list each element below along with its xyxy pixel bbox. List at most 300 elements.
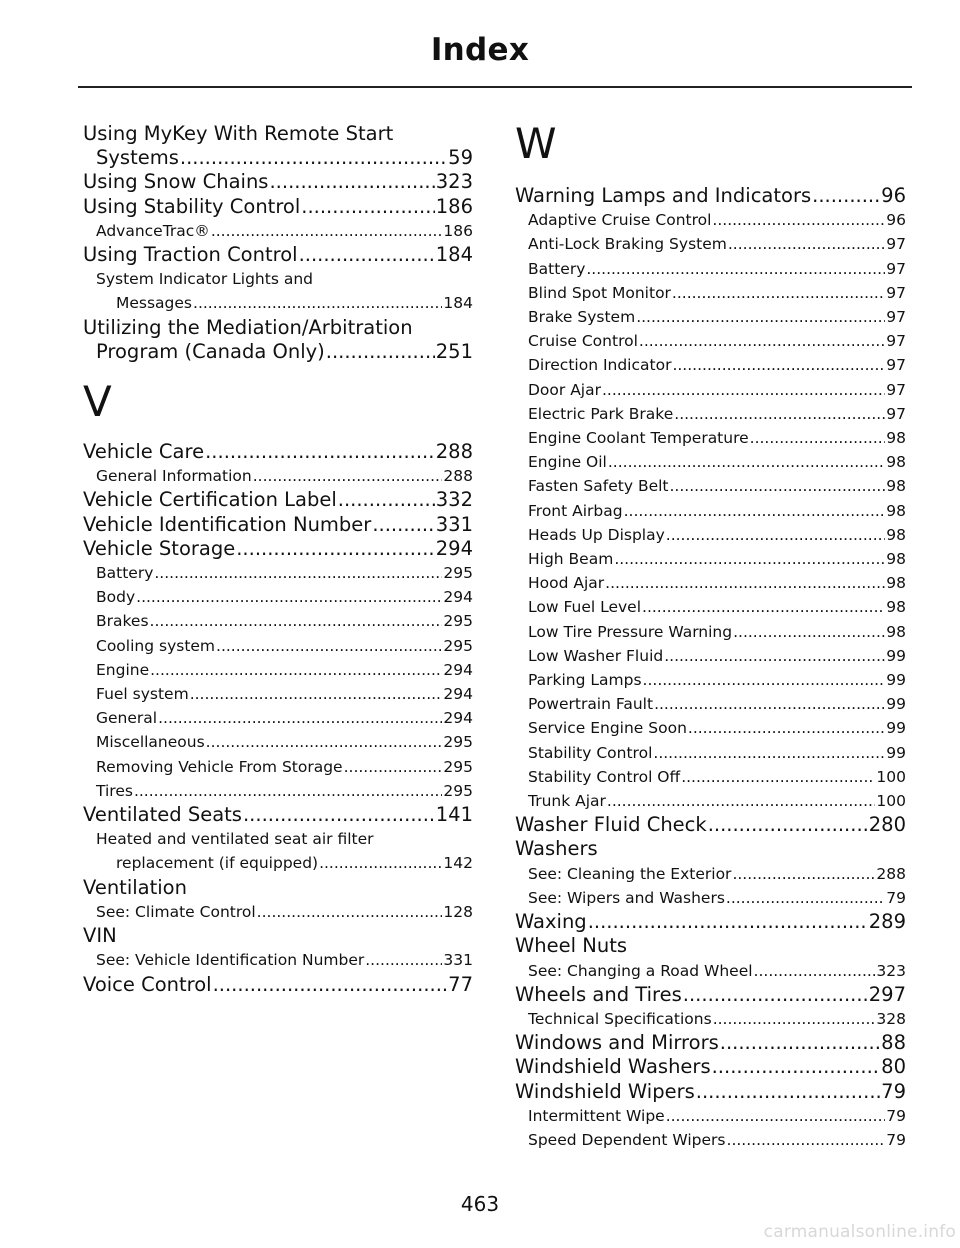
index-subentry (83, 658, 473, 682)
index-entry (515, 184, 906, 208)
entry-page-number: 294 (443, 660, 473, 679)
entry-text: See: Changing a Road Wheel (528, 961, 753, 980)
index-subentry (83, 267, 473, 315)
entry-page-number: 79 (886, 1130, 906, 1149)
entry-page-number: 294 (443, 709, 473, 728)
entry-text: Engine Coolant Temperature (528, 429, 749, 448)
dot-leader (605, 571, 885, 595)
index-subentry (515, 353, 906, 377)
dot-leader (365, 948, 442, 972)
index-entry (515, 1031, 906, 1055)
entry-row (83, 706, 473, 730)
index-subentry (515, 741, 906, 765)
dot-leader (672, 281, 885, 305)
dot-leader (720, 1031, 880, 1055)
entry-page-number: 99 (886, 743, 906, 762)
entry-row (515, 378, 906, 402)
index-subentry (83, 755, 473, 779)
index-subentry (515, 1104, 906, 1128)
index-entry (83, 803, 473, 827)
entry-text: Anti-Lock Braking System (528, 235, 727, 254)
index-subentry (83, 464, 473, 488)
dot-leader (608, 450, 885, 474)
entry-text-line: Heated and ventilated seat air filter (96, 830, 374, 849)
entry-page-number: 99 (886, 719, 906, 738)
index-entry (515, 1055, 906, 1079)
entry-page-number: 80 (881, 1055, 906, 1079)
entry-text: Waxing (515, 910, 587, 934)
index-subentry (515, 523, 906, 547)
index-subentry (515, 208, 906, 232)
index-entry (83, 488, 473, 512)
entry-row (515, 910, 906, 934)
page-number: 463 (460, 1192, 500, 1216)
dot-leader (614, 547, 885, 571)
entry-page-number: 77 (448, 972, 473, 996)
index-entry (83, 924, 473, 948)
dot-leader (712, 1055, 881, 1079)
dot-leader (674, 402, 885, 426)
index-subentry (515, 426, 906, 450)
entry-row (83, 146, 473, 170)
entry-page-number: 331 (435, 512, 473, 536)
entry-text: Fuel system (96, 685, 189, 704)
entry-row (515, 184, 906, 208)
entry-row (83, 464, 473, 488)
entry-row (83, 170, 473, 194)
entry-text: Voice Control (83, 972, 212, 996)
dot-leader (326, 340, 435, 364)
dot-leader (301, 195, 435, 219)
entry-text: Low Washer Fluid (528, 646, 664, 665)
entry-page-number: 88 (881, 1031, 906, 1055)
dot-leader (681, 765, 875, 789)
entry-page-number: 99 (886, 671, 906, 690)
entry-text: AdvanceTrac® (96, 221, 210, 240)
entry-page-number: 97 (886, 332, 906, 351)
entry-text-line: Using MyKey With Remote Start (83, 122, 394, 145)
entry-row (515, 1128, 906, 1152)
index-subentry (83, 585, 473, 609)
entry-row (515, 716, 906, 740)
dot-leader (733, 620, 885, 644)
entry-page-number: 295 (443, 636, 473, 655)
entry-page-number: 295 (443, 612, 473, 631)
entry-row (515, 692, 906, 716)
entry-text: Adaptive Cruise Control (528, 211, 712, 230)
index-subentry (515, 257, 906, 281)
dot-leader (150, 658, 442, 682)
dot-leader (206, 730, 443, 754)
index-block-v (83, 440, 473, 997)
dot-leader (688, 716, 885, 740)
index-heading: Washers (515, 837, 598, 861)
entry-text: Low Fuel Level (528, 598, 642, 617)
entry-row (83, 537, 473, 561)
dot-leader (664, 644, 885, 668)
entry-row (83, 291, 473, 315)
entry-text: Windows and Mirrors (515, 1031, 719, 1055)
entry-text: Front Airbag (528, 501, 623, 520)
index-subentry (515, 789, 906, 813)
index-subentry (515, 232, 906, 256)
entry-text: Wheels and Tires (515, 982, 682, 1006)
index-entry (515, 837, 906, 861)
index-subentry (515, 329, 906, 353)
entry-row (515, 281, 906, 305)
dot-leader (696, 1080, 880, 1104)
dot-leader (812, 184, 880, 208)
entry-text: Service Engine Soon (528, 719, 687, 738)
index-subentry (83, 682, 473, 706)
entry-page-number: 99 (886, 695, 906, 714)
dot-leader (602, 378, 885, 402)
entry-row (83, 900, 473, 924)
entry-text: Vehicle Identification Number (83, 512, 372, 536)
index-subentry (515, 450, 906, 474)
entry-row (515, 402, 906, 426)
entry-page-number: 289 (868, 910, 906, 934)
entry-text: Messages (116, 294, 193, 313)
index-subentry (83, 900, 473, 924)
dot-leader (670, 474, 886, 498)
entry-text: Brake System (528, 308, 636, 327)
entry-page-number: 142 (443, 854, 473, 873)
index-subentry (83, 561, 473, 585)
index-subentry (515, 1007, 906, 1031)
section-letter-v: V (83, 377, 112, 427)
dot-leader (319, 851, 442, 875)
entry-page-number: 98 (886, 574, 906, 593)
entry-row (515, 450, 906, 474)
entry-row (515, 426, 906, 450)
entry-text: Trunk Ajar (528, 792, 606, 811)
entry-row (515, 959, 906, 983)
entry-page-number: 295 (443, 781, 473, 800)
entry-text: Low Tire Pressure Warning (528, 622, 733, 641)
entry-page-number: 332 (435, 488, 473, 512)
entry-page-number: 98 (886, 501, 906, 520)
entry-page-number: 288 (443, 467, 473, 486)
entry-text: Program (Canada Only) (96, 339, 325, 363)
entry-page-number: 98 (886, 429, 906, 448)
section-letter-w: W (515, 119, 557, 168)
dot-leader (134, 779, 442, 803)
entry-page-number: 100 (876, 792, 906, 811)
dot-leader (299, 243, 435, 267)
dot-leader (642, 595, 885, 619)
entry-page-number: 96 (886, 211, 906, 230)
entry-text: Tires (96, 781, 133, 800)
entry-row (83, 609, 473, 633)
entry-row (515, 741, 906, 765)
index-subentry (515, 716, 906, 740)
index-subentry (83, 609, 473, 633)
entry-text: Body (96, 588, 136, 607)
entry-text: Removing Vehicle From Storage (96, 757, 343, 776)
dot-leader (726, 886, 885, 910)
entry-page-number: 295 (443, 564, 473, 583)
dot-leader (732, 862, 875, 886)
entry-page-number: 280 (868, 813, 906, 837)
entry-page-number: 186 (435, 194, 473, 218)
entry-page-number: 184 (435, 243, 473, 267)
dot-leader (236, 537, 435, 561)
entry-text: Vehicle Certification Label (83, 488, 337, 512)
index-entry (515, 1080, 906, 1104)
entry-row (83, 682, 473, 706)
entry-row (83, 513, 473, 537)
dot-leader (639, 329, 885, 353)
index-subentry (83, 634, 473, 658)
entry-page-number: 323 (435, 170, 473, 194)
index-subentry (515, 571, 906, 595)
index-subentry (515, 281, 906, 305)
entry-text: See: Cleaning the Exterior (528, 864, 732, 883)
watermark: carmanualsonline.info (763, 1222, 956, 1242)
entry-text: Powertrain Fault (528, 695, 654, 714)
index-entry (83, 195, 473, 219)
index-subentry (515, 886, 906, 910)
dot-leader (193, 291, 442, 315)
dot-leader (754, 959, 876, 983)
dot-leader (216, 634, 442, 658)
dot-leader (243, 803, 435, 827)
index-subentry (515, 765, 906, 789)
entry-page-number: 294 (443, 588, 473, 607)
index-subentry (83, 219, 473, 243)
entry-page-number: 295 (443, 733, 473, 752)
entry-page-number: 186 (443, 221, 473, 240)
entry-page-number: 98 (886, 453, 906, 472)
entry-page-number: 328 (876, 1009, 906, 1028)
entry-row (83, 634, 473, 658)
index-subentry (515, 305, 906, 329)
entry-row (83, 658, 473, 682)
entry-text: Ventilated Seats (83, 803, 242, 827)
dot-leader (727, 1128, 886, 1152)
dot-leader (344, 755, 443, 779)
entry-text: Heads Up Display (528, 525, 665, 544)
entry-page-number: 100 (876, 767, 906, 786)
index-entry (83, 537, 473, 561)
entry-text: Systems (96, 146, 179, 170)
entry-row (515, 983, 906, 1007)
index-entry (515, 813, 906, 837)
index-entry (83, 876, 473, 900)
entry-row (515, 547, 906, 571)
dot-leader (712, 208, 885, 232)
entry-row (515, 353, 906, 377)
entry-text: Using Snow Chains (83, 170, 269, 194)
dot-leader (653, 741, 885, 765)
dot-leader (338, 488, 435, 512)
dot-leader (708, 813, 868, 837)
entry-page-number: 97 (886, 404, 906, 423)
entry-page-number: 141 (435, 803, 473, 827)
entry-text: replacement (if equipped) (116, 854, 319, 873)
dot-leader (253, 464, 443, 488)
entry-row (515, 208, 906, 232)
index-block-w (515, 184, 906, 1152)
dot-leader (607, 789, 876, 813)
entry-page-number: 79 (886, 1106, 906, 1125)
entry-row (515, 1080, 906, 1104)
entry-text: Cruise Control (528, 332, 638, 351)
entry-row (83, 779, 473, 803)
index-subentry (515, 547, 906, 571)
index-entry (83, 243, 473, 267)
entry-text: Hood Ajar (528, 574, 605, 593)
index-subentry (515, 620, 906, 644)
entry-row (83, 219, 473, 243)
entry-text: Battery (96, 564, 154, 583)
entry-row (515, 620, 906, 644)
entry-row (83, 803, 473, 827)
dot-leader (205, 440, 435, 464)
entry-page-number: 297 (868, 982, 906, 1006)
entry-text: See: Vehicle Identification Number (96, 951, 365, 970)
dot-leader (213, 973, 448, 997)
entry-page-number: 184 (443, 294, 473, 313)
entry-row (515, 668, 906, 692)
entry-row (515, 644, 906, 668)
entry-text: Windshield Wipers (515, 1079, 695, 1103)
entry-text: High Beam (528, 550, 614, 569)
entry-text: Fasten Safety Belt (528, 477, 669, 496)
entry-text: Blind Spot Monitor (528, 283, 671, 302)
entry-row (83, 195, 473, 219)
entry-row (83, 488, 473, 512)
entry-text: Washer Fluid Check (515, 813, 707, 837)
entry-row (83, 851, 473, 875)
entry-text: Battery (528, 259, 586, 278)
dot-leader (713, 1007, 876, 1031)
entry-page-number: 79 (881, 1079, 906, 1103)
index-subentry (515, 959, 906, 983)
dot-leader (136, 585, 442, 609)
entry-row (515, 305, 906, 329)
entry-text: Stability Control Off (528, 767, 681, 786)
entry-row (515, 232, 906, 256)
entry-row (515, 1055, 906, 1079)
dot-leader (150, 609, 443, 633)
index-subentry (83, 779, 473, 803)
index-subentry (515, 692, 906, 716)
entry-text: Door Ajar (528, 380, 601, 399)
dot-leader (257, 900, 443, 924)
entry-page-number: 97 (886, 380, 906, 399)
entry-row (515, 765, 906, 789)
entry-text: Engine Oil (528, 453, 607, 472)
entry-text: Miscellaneous (96, 733, 205, 752)
entry-row (83, 561, 473, 585)
entry-row (515, 499, 906, 523)
entry-page-number: 288 (435, 440, 473, 464)
entry-text: Vehicle Care (83, 440, 205, 464)
entry-text: Vehicle Storage (83, 536, 236, 560)
entry-row (515, 1104, 906, 1128)
entry-text: Intermittent Wipe (528, 1106, 665, 1125)
index-subentry (515, 474, 906, 498)
index-subentry (515, 862, 906, 886)
entry-text: Speed Dependent Wipers (528, 1130, 726, 1149)
index-subentry (83, 827, 473, 875)
dot-leader (672, 353, 885, 377)
entry-row (515, 571, 906, 595)
index-subentry (83, 706, 473, 730)
entry-page-number: 97 (886, 259, 906, 278)
entry-row (83, 440, 473, 464)
index-subentry (83, 730, 473, 754)
entry-page-number: 99 (886, 646, 906, 665)
entry-page-number: 98 (886, 477, 906, 496)
index-subentry (515, 1128, 906, 1152)
dot-leader (586, 257, 885, 281)
entry-page-number: 97 (886, 283, 906, 302)
entry-row (83, 730, 473, 754)
dot-leader (211, 219, 443, 243)
dot-leader (654, 692, 885, 716)
dot-leader (180, 146, 447, 170)
dot-leader (269, 170, 434, 194)
entry-page-number: 79 (886, 888, 906, 907)
entry-page-number: 97 (886, 308, 906, 327)
entry-page-number: 97 (886, 235, 906, 254)
index-entry (83, 973, 473, 997)
index-column-left (83, 122, 473, 997)
entry-page-number: 331 (443, 951, 473, 970)
index-subentry (515, 378, 906, 402)
index-column-right (515, 119, 906, 1152)
dot-leader (636, 305, 885, 329)
entry-page-number: 294 (435, 536, 473, 560)
entry-row (83, 243, 473, 267)
entry-text: Windshield Washers (515, 1055, 711, 1079)
entry-page-number: 59 (448, 146, 473, 170)
index-heading: VIN (83, 924, 117, 948)
index-heading: Wheel Nuts (515, 934, 628, 958)
page-title: Index (430, 32, 530, 68)
entry-text: Using Traction Control (83, 243, 298, 267)
entry-row (515, 329, 906, 353)
entry-text: Stability Control (528, 743, 653, 762)
index-subentry (83, 948, 473, 972)
entry-page-number: 128 (443, 902, 473, 921)
index-entry (515, 910, 906, 934)
dot-leader (683, 983, 868, 1007)
entry-row (515, 474, 906, 498)
entry-text: Direction Indicator (528, 356, 672, 375)
index-entry (83, 440, 473, 464)
index-heading: Ventilation (83, 875, 187, 899)
entry-row (83, 340, 473, 364)
entry-text: Using Stability Control (83, 194, 301, 218)
entry-page-number: 98 (886, 622, 906, 641)
entry-text: Cooling system (96, 636, 216, 655)
entry-row (515, 813, 906, 837)
entry-text: Technical Specifications (528, 1009, 712, 1028)
index-entry (83, 316, 473, 364)
entry-row (515, 257, 906, 281)
entry-page-number: 97 (886, 356, 906, 375)
entry-row (515, 1031, 906, 1055)
entry-row (83, 585, 473, 609)
entry-page-number: 323 (876, 961, 906, 980)
entry-page-number: 98 (886, 598, 906, 617)
entry-text: Brakes (96, 612, 149, 631)
index-entry (83, 122, 473, 170)
